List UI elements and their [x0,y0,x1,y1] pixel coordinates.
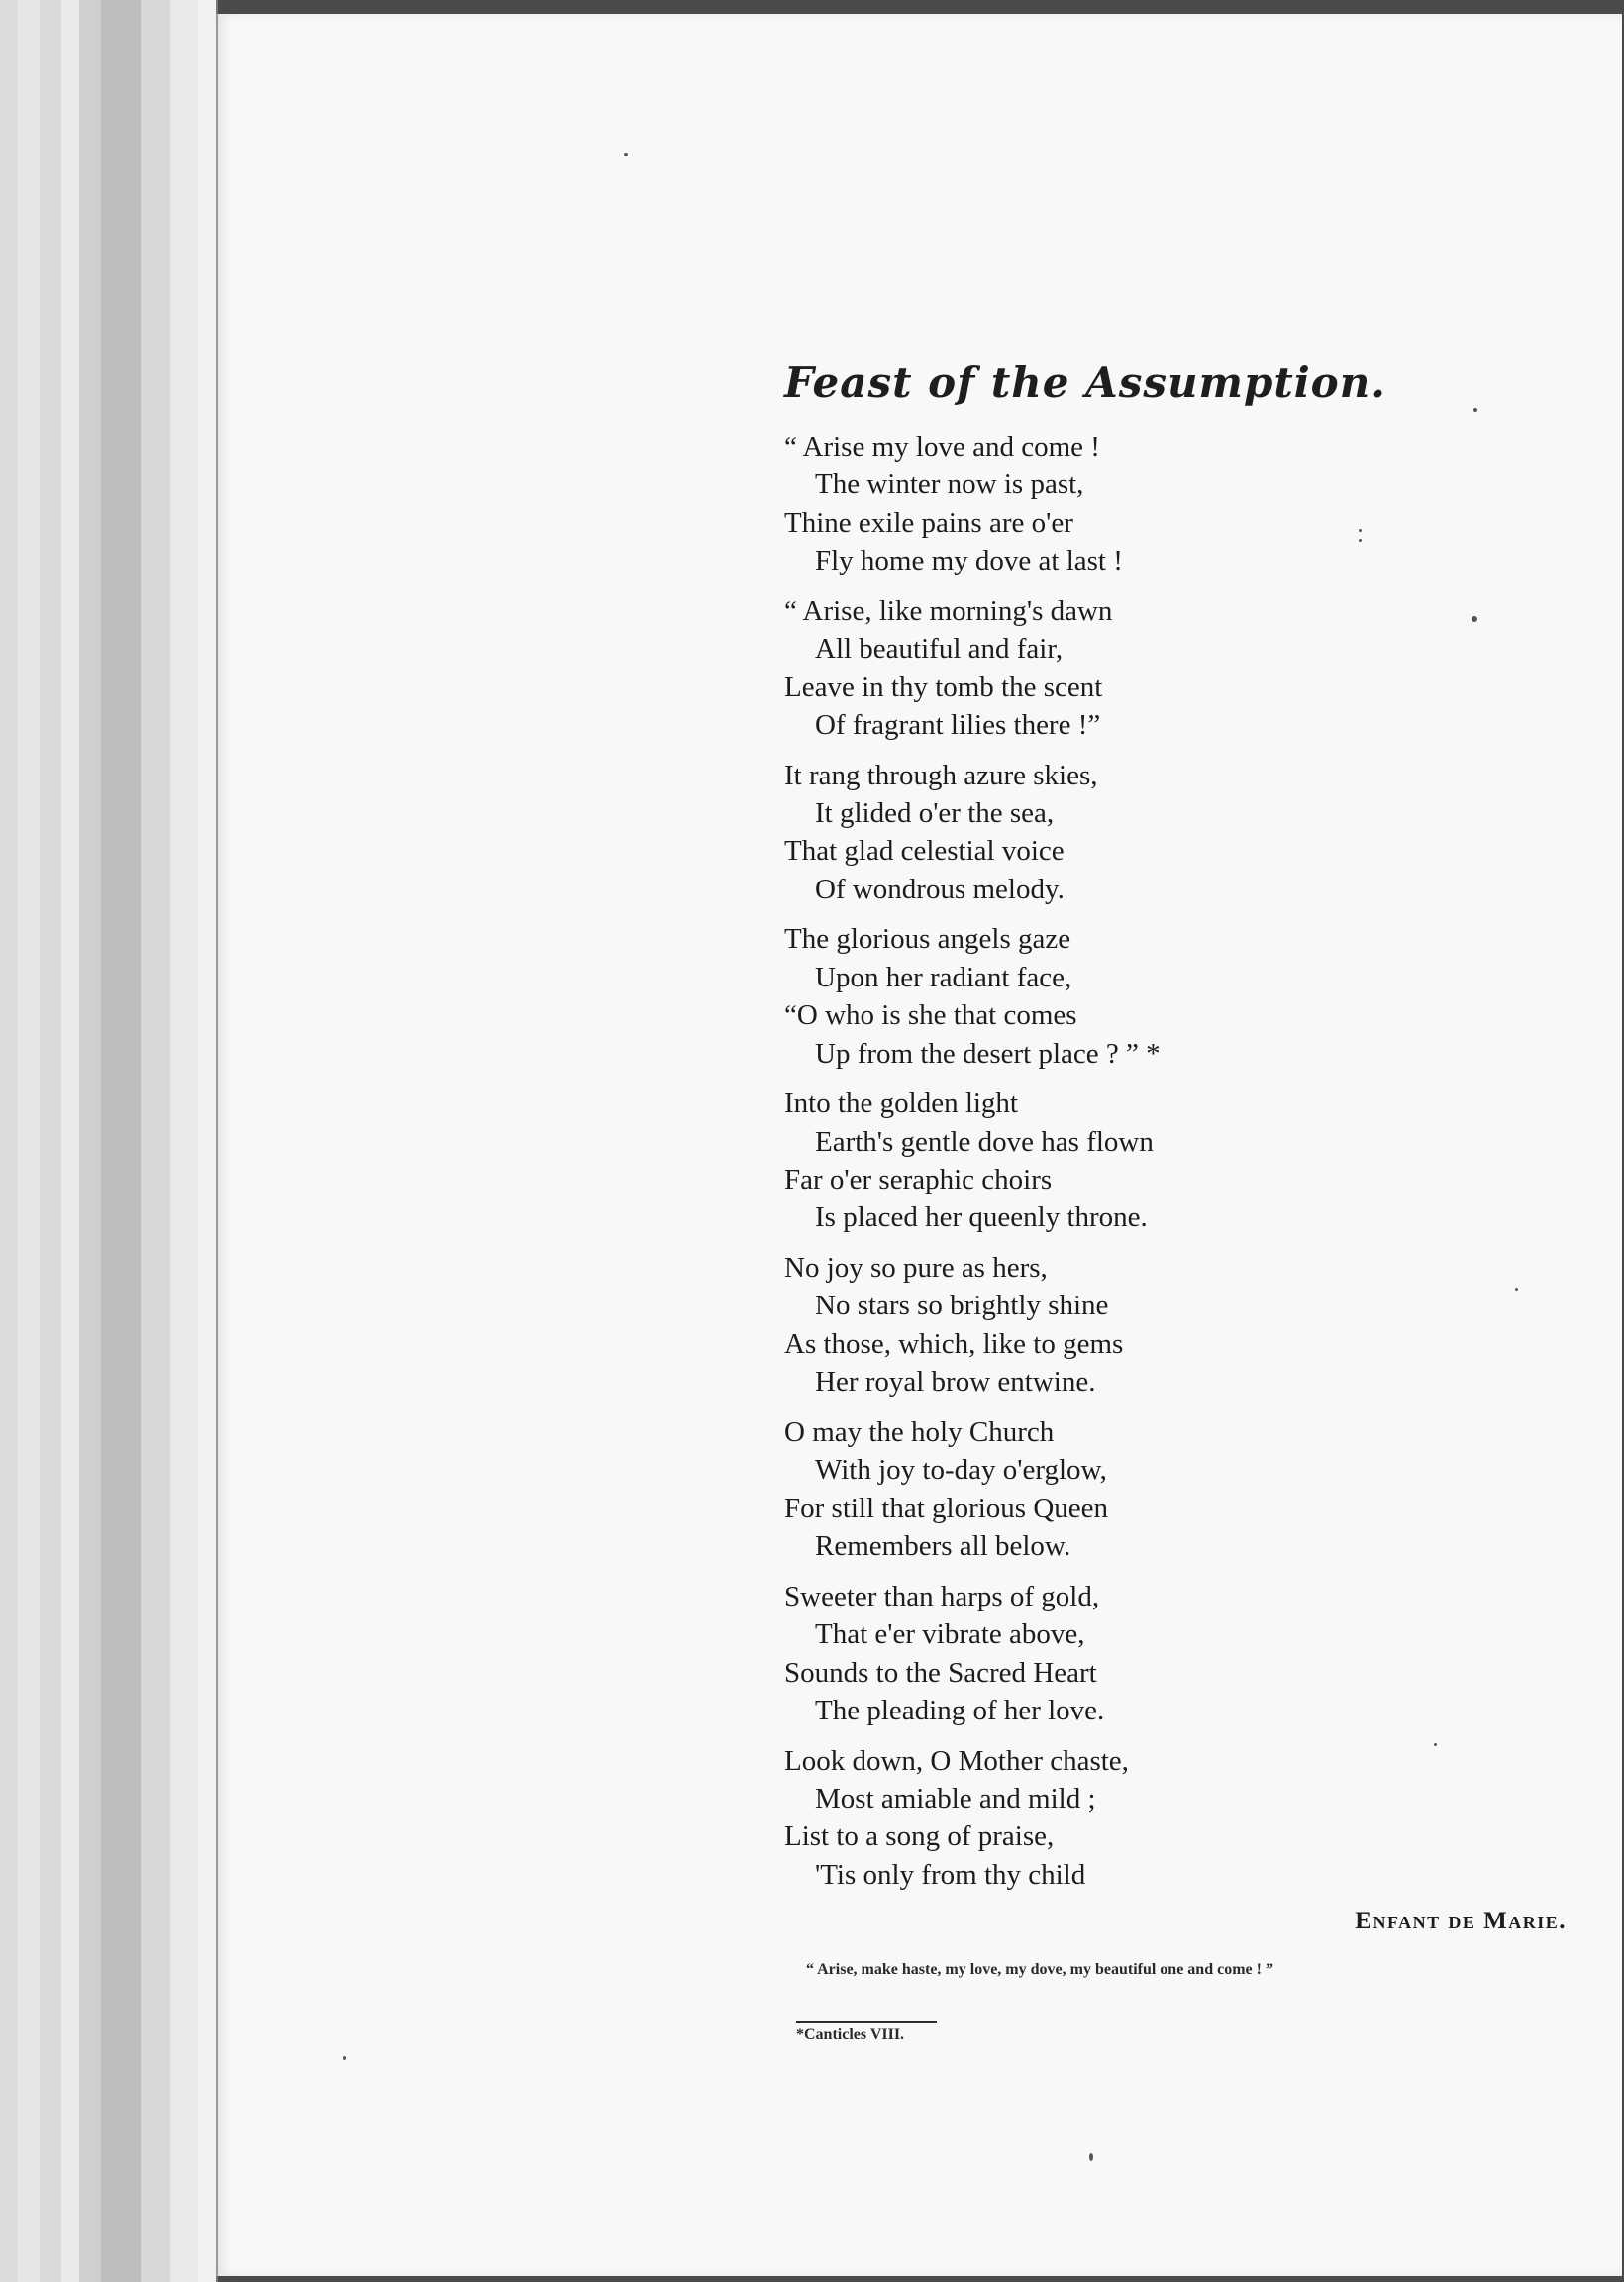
poem-line: Thine exile pains are o'er [784,506,1073,539]
scan-speck [624,153,628,156]
poem-line: The glorious angels gaze [784,923,1071,956]
poem-line: That e'er vibrate above, [815,1618,1085,1651]
scan-speck [1473,408,1477,412]
poem-line: Look down, O Mother chaste, [784,1744,1129,1777]
poem-line: Far o'er seraphic choirs [784,1164,1053,1196]
poem-line: Of wondrous melody. [815,873,1065,905]
poem-line: Most amiable and mild ; [815,1782,1096,1815]
stanza [784,1413,1339,1566]
poem-line: The pleading of her love. [815,1694,1105,1726]
poem-line: Upon her radiant face, [815,961,1072,993]
poem-line: List to a song of praise, [784,1820,1055,1853]
poem-line: Sounds to the Sacred Heart [784,1656,1097,1689]
poem-line: No joy so pure as hers, [784,1252,1048,1285]
scan-speck [1359,529,1362,532]
page-edge [61,0,81,2282]
poem-line: “ Arise my love and come ! [784,431,1100,463]
stanza [784,757,1339,909]
page-edge [198,0,218,2282]
scan-speck [1434,1743,1437,1746]
poem-line: Is placed her queenly throne. [815,1201,1148,1234]
poem-line: Sweeter than harps of gold, [784,1580,1100,1612]
stanza [784,1085,1339,1237]
scan-speck [343,2056,346,2060]
page-edge [18,0,42,2282]
poem-line: Into the golden light [784,1088,1018,1120]
page-edge [79,0,103,2282]
poem-line: The winter now is past, [815,468,1084,501]
poem-line: Earth's gentle dove has flown [815,1125,1154,1158]
epigraph-quote: “ Arise, make haste, my love, my dove, my beautiful one and come ! ” [806,1961,1273,1978]
poem-line: Up from the desert place ? ” * [815,1037,1161,1070]
author-signature: Enfant de Marie. [1355,1908,1567,1934]
poem-line: Fly home my dove at last ! [815,545,1123,577]
scan-speck [1515,1288,1518,1291]
poem-line: Remembers all below. [815,1530,1071,1563]
page-edge [170,0,200,2282]
scan-speck [1089,2153,1093,2161]
stanza [784,920,1339,1073]
page-edge [141,0,172,2282]
poem-line: With joy to-day o'erglow, [815,1454,1107,1487]
poem-line: “ Arise, like morning's dawn [784,594,1113,627]
poem-line: It rang through azure skies, [784,759,1098,791]
page-edge [101,0,143,2282]
poem-line: It glided o'er the sea, [815,797,1055,830]
poem-line: Of fragrant lilies there !” [815,709,1101,742]
poem-line: For still that glorious Queen [784,1492,1109,1524]
page-sheet [216,14,1622,2276]
page-edge [0,0,20,2282]
stanza [784,1742,1339,1895]
poem-line: 'Tis only from thy child [815,1858,1086,1891]
poem-line: Her royal brow entwine. [815,1366,1096,1399]
poem-line: That glad celestial voice [784,835,1065,868]
poem-line: No stars so brightly shine [815,1290,1109,1322]
page-edge [40,0,63,2282]
poem-body [784,428,1339,1906]
poem-line: As those, which, like to gems [784,1327,1124,1360]
poem-line: Leave in thy tomb the scent [784,671,1103,703]
stanza [784,1578,1339,1730]
poem-line: “O who is she that comes [784,999,1077,1032]
scan-speck [1359,539,1362,542]
poem-line: O may the holy Church [784,1415,1055,1448]
scan-speck [1472,616,1477,622]
poem-line: All beautiful and fair, [815,633,1064,666]
footnote: *Canticles VIII. [796,2026,905,2043]
poem-title: Feast of the Assumption. [784,359,1386,407]
stanza [784,428,1339,580]
stanza [784,1249,1339,1401]
footnote-rule [796,2021,937,2023]
stanza [784,592,1339,745]
